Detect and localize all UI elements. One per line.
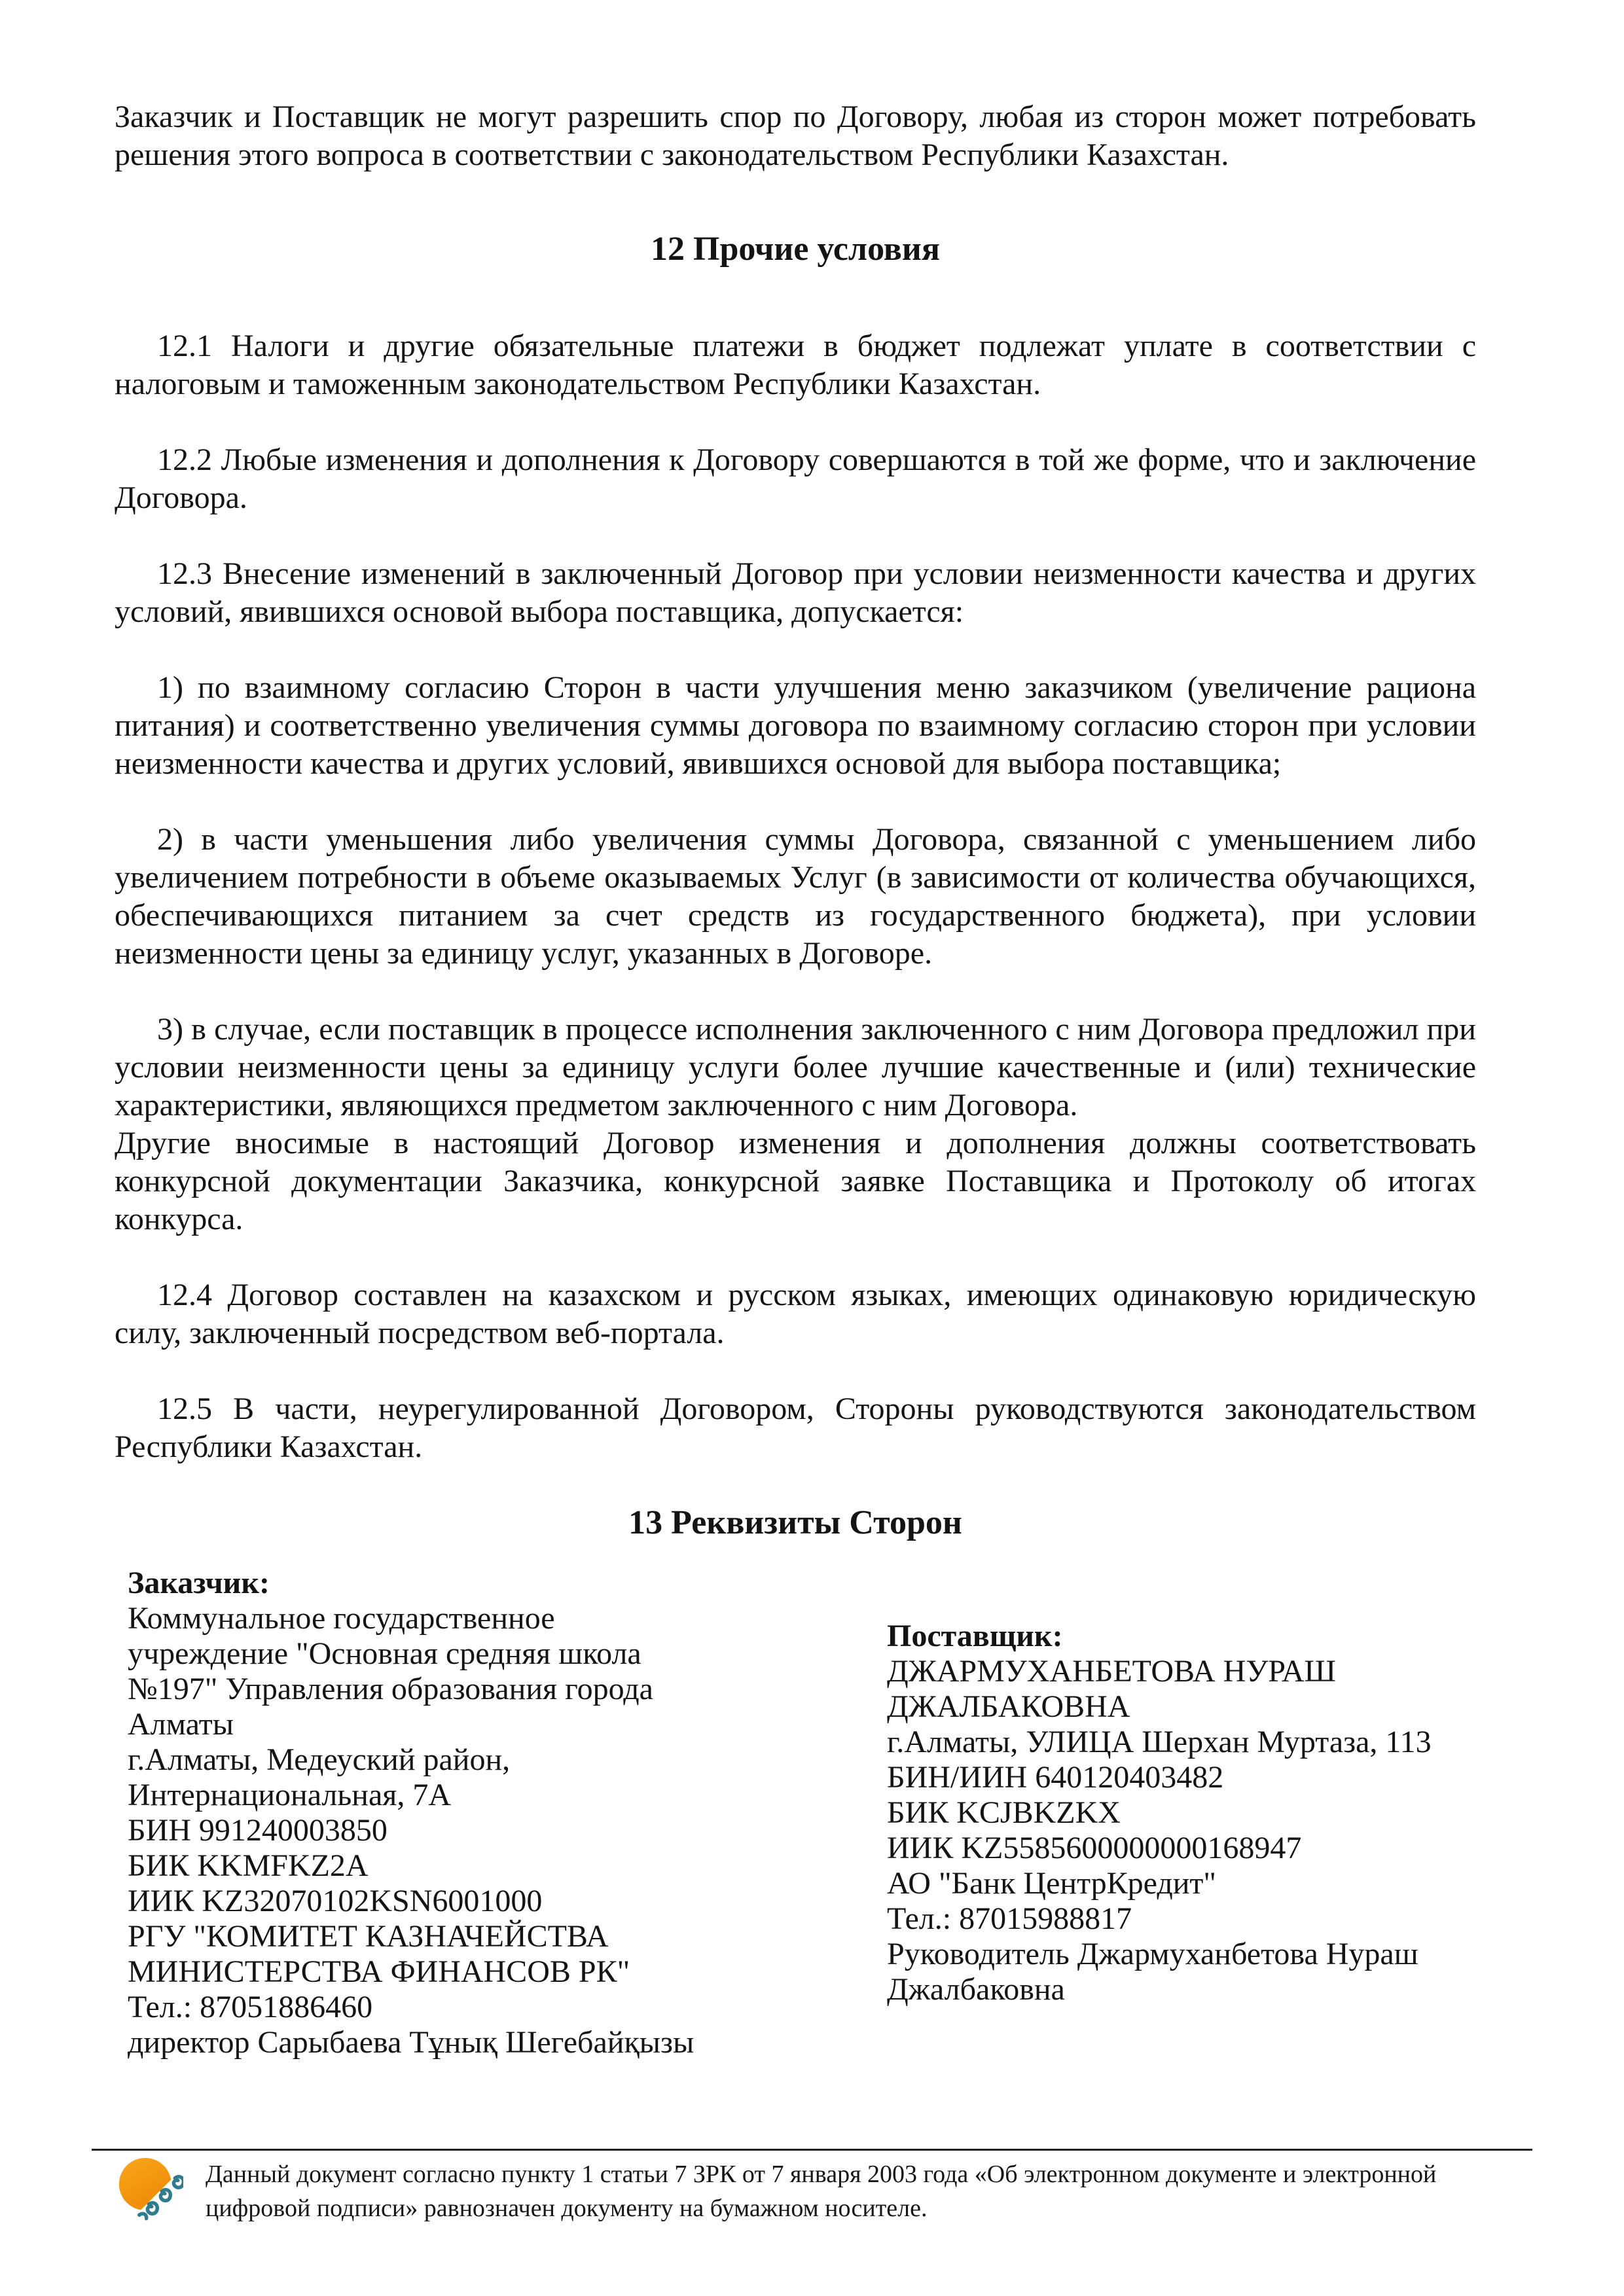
requisite-line: г.Алматы, УЛИЦА Шерхан Муртаза, 113 [887,1725,1432,1759]
requisite-line: ИИК KZ32070102KSN6001000 [128,1884,543,1918]
requisite-line: АО "Банк ЦентрКредит" [887,1866,1216,1901]
requisite-line: БИН/ИИН 640120403482 [887,1760,1224,1795]
paragraph-12-3: 12.3 Внесение изменений в заключенный Договор при условии неизменности качества и других условий, явившихся основой выбора поставщика, допускается: [115,556,1476,629]
requisite-line: Тел.: 87015988817 [887,1901,1132,1936]
requisite-line: Коммунальное государственное [128,1601,555,1636]
paragraph-item-3-continuation: Другие вносимые в настоящий Договор изменения и дополнения должны соответствовать конкурсной документации Заказчика, конкурсной заявке Поставщика и Протоколу об итогах конкурса. [115,1126,1476,1236]
requisite-line: учреждение "Основная средняя школа [128,1636,641,1671]
requisite-line: МИНИСТЕРСТВА ФИНАНСОВ РК" [128,1954,630,1989]
customer-column [128,1566,857,2060]
requisite-line: Джалбаковна [887,1972,1065,2007]
requisite-line: №197" Управления образования города [128,1672,653,1706]
requisite-line: БИК KCJBKZKX [887,1795,1121,1830]
goszakup-logo-icon [118,2157,183,2224]
requisite-line: г.Алматы, Медеуский район, [128,1742,511,1777]
requisite-line: Алматы [128,1707,234,1742]
footer-note: Данный документ согласно пункту 1 статьи 7 ЗРК от 7 января 2003 года «Об электронном документе и электронной цифровой подписи» равнозначен документу на бумажном носителе. [206,2161,1437,2222]
requisite-line: ИИК KZ5585600000000168947 [887,1831,1302,1865]
requisites-row [115,1566,1476,2060]
paragraph-12-5: 12.5 В части, неурегулированной Договором, Стороны руководствуются законодательством Республики Казахстан. [115,1391,1476,1464]
section-13-heading: 13 Реквизиты Сторон [628,1504,962,1541]
requisite-line: ДЖАРМУХАНБЕТОВА НУРАШ [887,1654,1336,1689]
footer [92,2149,1532,2225]
requisite-line: БИН 991240003850 [128,1813,388,1848]
requisite-line: ДЖАЛБАКОВНА [887,1689,1130,1724]
requisite-line: Тел.: 87051886460 [128,1990,373,2024]
requisite-line: Интернациональная, 7А [128,1778,451,1812]
paragraph-item-2: 2) в части уменьшения либо увеличения суммы Договора, связанной с уменьшением либо увеличением потребности в объеме оказываемых Услуг (в зависимости от количества обучающихся, обеспечивающихся питанием за счет средств из государственного бюджета), при условии неизменности цены за единицу услуг, указанных в Договоре. [115,822,1476,971]
requisite-line: БИК KKMFKZ2A [128,1848,369,1883]
intro-paragraph: Заказчик и Поставщик не могут разрешить спор по Договору, любая из сторон может потребовать решения этого вопроса в соответствии с законодательством Республики Казахстан. [115,99,1476,172]
paragraph-12-2: 12.2 Любые изменения и дополнения к Договору совершаются в той же форме, что и заключение Договора. [115,442,1476,515]
paragraph-12-4: 12.4 Договор составлен на казахском и русском языках, имеющих одинаковую юридическую силу, заключенный посредством веб-портала. [115,1278,1476,1350]
requisite-line: РГУ "КОМИТЕТ КАЗНАЧЕЙСТВА [128,1919,609,1954]
customer-label: Заказчик: [128,1566,270,1600]
paragraph-item-1: 1) по взаимному согласию Сторон в части улучшения меню заказчиком (увеличение рациона питания) и соответственно увеличения суммы договора по взаимному согласию сторон при условии неизменности качества и других условий, явившихся основой для выбора поставщика; [115,670,1476,781]
supplier-column [887,1619,1548,2007]
section-12-heading: 12 Прочие условия [651,230,940,268]
paragraph-12-1: 12.1 Налоги и другие обязательные платежи в бюджет подлежат уплате в соответствии с налоговым и таможенным законодательством Республики Казахстан. [115,329,1476,401]
requisite-line: директор Сарыбаева Тұнық Шегебайқызы [128,2025,695,2060]
requisite-line: Руководитель Джармуханбетова Нураш [887,1937,1418,1971]
supplier-label: Поставщик: [887,1619,1063,1653]
paragraph-item-3: 3) в случае, если поставщик в процессе исполнения заключенного с ним Договора предложил при условии неизменности цены за единицу услуги более лучшие качественные и (или) технические характеристики, являющихся предметом заключенного с ним Договора. [115,1012,1476,1122]
